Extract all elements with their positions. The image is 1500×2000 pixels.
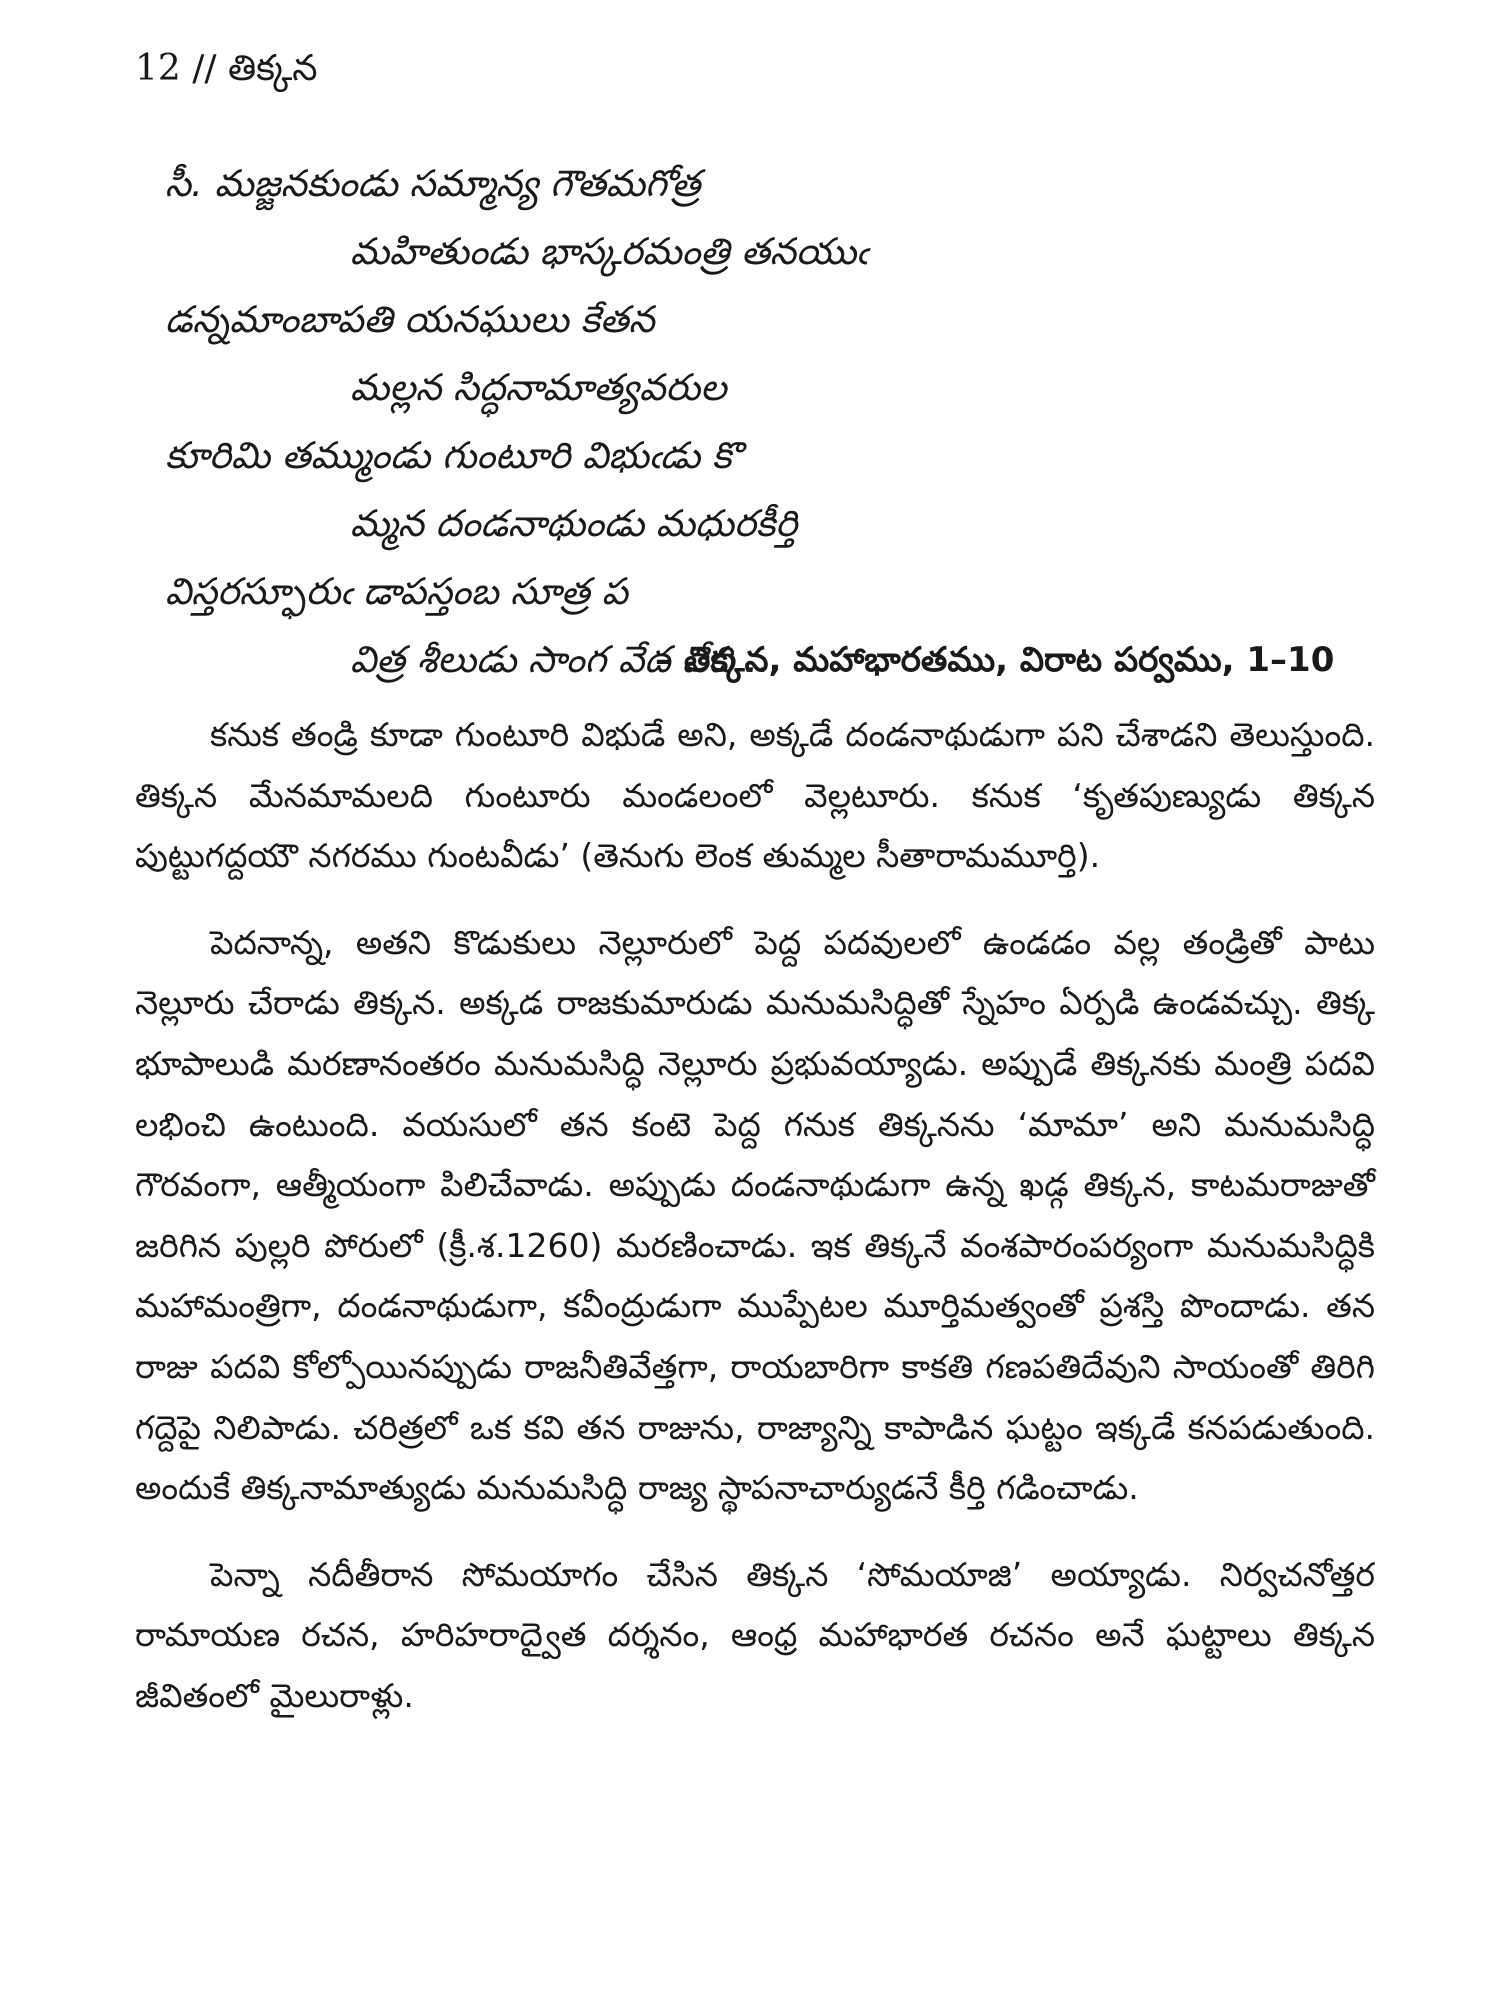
verse-line: మల్లన సిద్ధనామాత్యవరుల [350,366,727,409]
verse-line: మ్మన దండనాథుండు మధురకీర్తి [350,502,798,545]
verse-line: సీ. మజ్జనకుండు సమ్మాన్య గౌతమగోత్ర [165,162,701,205]
verse-line: విస్తరస్ఫూరుఁ డాపస్తంబ సూత్ర ప [165,570,628,613]
running-header [135,45,318,93]
paragraph: పెదనాన్న, అతని కొడుకులు నెల్లూరులో పెద్ద పదవులలో ఉండడం వల్ల తండ్రితో పాటు నెల్లూరు చేరాడు తిక్కన. అక్కడ రాజకుమారుడు మనుమసిద్ధితో స్నేహం ఏర్పడి ఉండవచ్చు. తిక్క భూపాలుడి మరణానంతరం మనుమసిద్ధి నెల్లూరు ప్రభువయ్యాడు. అప్పుడే తిక్కనకు మంత్రి పదవి లభించి ఉంటుంది. వయసులో తన కంటె పెద్ద గనుక తిక్కనను ‘మామా’ అని మనుమసిద్ధి గౌరవంగా, ఆత్మీయంగా పిలిచేవాడు. అప్పుడు దండనాథుడుగా ఉన్న ఖడ్గ తిక్కన, కాటమరాజుతో జరిగిన పుల్లరి పోరులో (క్రీ.శ.1260) మరణించాడు. ఇక తిక్కనే వంశపారంపర్యంగా మనుమసిద్ధికి మహామంత్రిగా, దండనాథుడుగా, కవీంద్రుడుగా ముప్పేటల మూర్తిమత్వంతో ప్రశస్తి పొందాడు. తన రాజు పదవి కోల్పోయినప్పుడు రాజనీతివేత్తగా, రాయబారిగా కాకతి గణపతిదేవుని సాయంతో తిరిగి గద్దెపై నిలిపాడు. చరిత్రలో ఒక కవి తన రాజును, రాజ్యాన్ని కాపాడిన ఘట్టం ఇక్కడే కనపడుతుంది. అందుకే తిక్కనామాత్యుడు మనుమసిద్ధి రాజ్య స్థాపనాచార్యుడనే కీర్తి గడించాడు. [135,922,1375,1508]
header-separator: // [180,48,228,89]
verse-line: కూరిమి తమ్ముండు గుంటూరి విభుఁడు కొ [165,434,741,477]
paragraph: కనుక తండ్రి కూడా గుంటూరి విభుడే అని, అక్కడే దండనాథుడుగా పని చేశాడని తెలుస్తుంది. తిక్కన మేనమామలది గుంటూరు మండలంలో వెల్లటూరు. కనుక ‘కృతపుణ్యుడు తిక్కన పుట్టుగద్దయౌ నగరము గుంటవీడు’ (తెనుగు లెంక తుమ్మల సీతారామమూర్తి). [135,715,1375,876]
page-number: 12 [135,48,181,89]
verse-line: మహితుండు భాస్కరమంత్రి తనయుఁ [350,230,868,273]
book-title: తిక్కన [227,48,318,89]
verse-line: విత్ర శీలుడు సాంగ వేద వేది ... [350,638,782,681]
verse-block [165,150,1365,694]
verse-line: డన్నమాంబాపతి యనఘులు కేతన [165,298,655,341]
body-text [135,705,1375,1727]
verse-attribution: – తిక్కన, మహాభారతము, విరాట పర్వము, 1–10 [655,640,1335,680]
paragraph: పెన్నా నదీతీరాన సోమయాగం చేసిన తిక్కన ‘సోమయాజి’ అయ్యాడు. నిర్వచనోత్తర రామాయణ రచన, హరిహరాద్వైత దర్శనం, ఆంధ్ర మహాభారత రచనం అనే ఘట్టాలు తిక్కన జీవితంలో మైలురాళ్లు. [135,1554,1375,1715]
